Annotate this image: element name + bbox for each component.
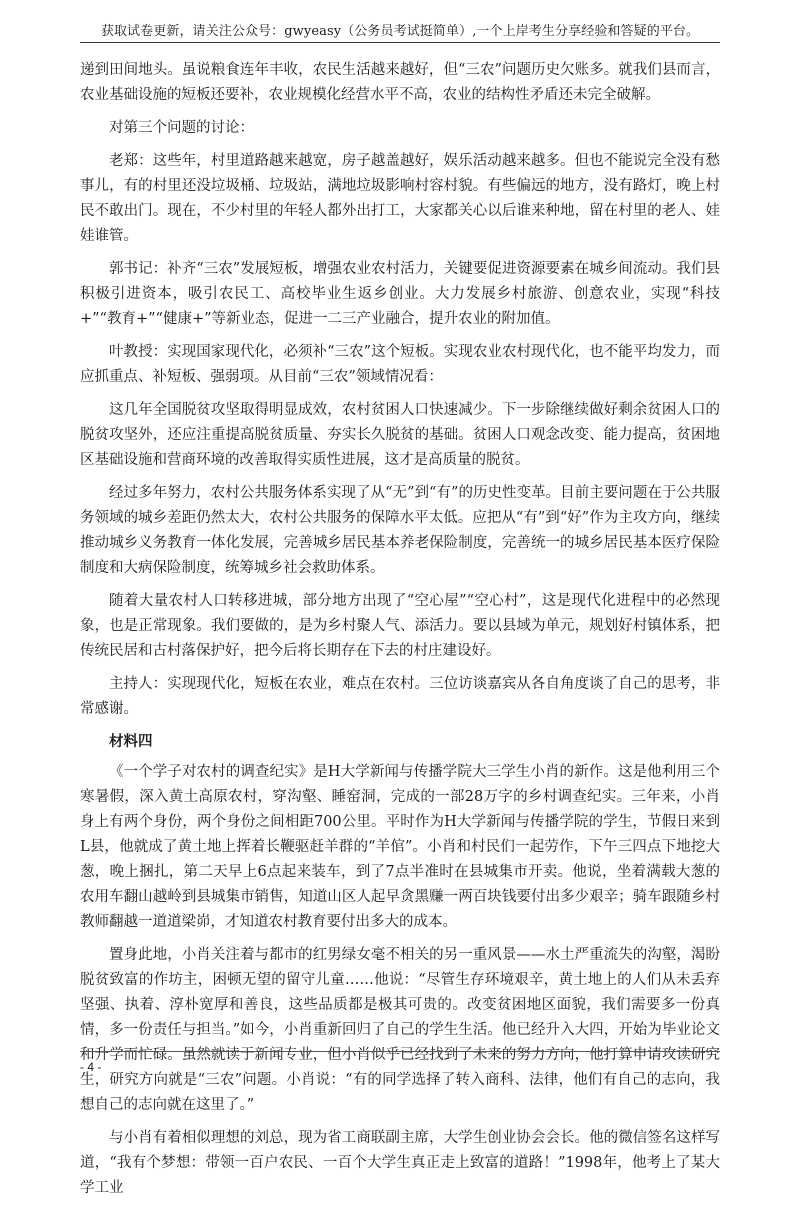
document-body: [80, 58, 720, 1209]
paragraph: 与小肖有着相似理想的刘总，现为省工商联副主席，大学生创业协会会长。他的微信签名这样写道，“我有个梦想：带领一百户农民、一百个大学生真正走上致富的道路！”1998年，他考上了某大学工业: [80, 1130, 720, 1196]
paragraph: 郭书记：补齐“三农”发展短板，增强农业农村活力，关键要促进资源要素在城乡间流动。我们县积极引进资本，吸引农民工、高校毕业生返乡创业。大力发展乡村旅游、创意农业，实现“科技+”“教育+”“健康+”等新业态，促进一二三产业融合，提升农业的附加值。: [80, 261, 720, 327]
paragraph: 置身此地，小肖关注着与都市的红男绿女毫不相关的另一重风景——水土严重流失的沟壑，渴盼脱贫致富的作坊主，困顿无望的留守儿童……他说：“尽管生存环境艰辛，黄土地上的人们从未丢弃坚强、执着、淳朴宽厚和善良，这些品质都是极其可贵的。改变贫困地区面貌，我们需要多一份真情，多一份责任与担当。”如今，小肖重新回归了自己的学生生活。他已经升入大四，开始为毕业论文和升学而忙碌。虽然就读于新闻专业，但小肖似乎已经找到了未来的努力方向，他打算申请攻读研究生，研究方向就是“三农”问题。小肖说：“有的同学选择了转入商科、法律，他们有自己的志向，我想自己的志向就在这里了。”: [80, 947, 720, 1113]
paragraph: 这几年全国脱贫攻坚取得明显成效，农村贫困人口快速减少。下一步除继续做好剩余贫困人口的脱贫攻坚外，还应注重提高脱贫质量、夯实长久脱贫的基础。贫困人口观念改变、能力提高，贫困地区基础设施和营商环境的改善取得实质性进展，这才是高质量的脱贫。: [80, 402, 720, 468]
paragraph: 主持人：实现现代化，短板在农业，难点在农村。三位访谈嘉宾从各自角度谈了自己的思考，非常感谢。: [80, 676, 720, 717]
section-heading: 材料四: [109, 734, 153, 750]
paragraph: 《一个学子对农村的调查纪实》是H大学新闻与传播学院大三学生小肖的新作。这是他利用三个寒暑假，深入黄土高原农村，穿沟壑、睡窑洞，完成的一部28万字的乡村调查纪实。三年来，小肖身上有两个身份，两个身份之间相距700公里。平时作为H大学新闻与传播学院的学生，节假日来到L县，他就成了黄土地上挥着长鞭驱赶羊群的“羊倌”。小肖和村民们一起劳作，下午三四点下地挖大葱，晚上捆扎，第二天早上6点起来装车，到了7点半准时在县城集市开卖。他说，坐着满载大葱的农用车翻山越岭到县城集市销售，知道山区人起早贪黑赚一两百块钱要付出多少艰辛；骑车跟随乡村教师翻越一道道梁峁，才知道农村教育要付出多大的成本。: [80, 764, 720, 930]
footer-divider: [80, 1051, 720, 1052]
paragraph: 叶教授：实现国家现代化，必须补“三农”这个短板。实现农业农村现代化，也不能平均发力，而应抓重点、补短板、强弱项。从目前“三农”领域情况看：: [80, 344, 720, 385]
paragraph: 经过多年努力，农村公共服务体系实现了从“无”到“有”的历史性变革。目前主要问题在于公共服务领域的城乡差距仍然太大，农村公共服务的保障水平太低。应把从“有”到“好”作为主攻方向，继续推动城乡义务教育一体化发展，完善城乡居民基本养老保险制度，完善统一的城乡居民基本医疗保险制度和大病保险制度，统筹城乡社会救助体系。: [80, 485, 720, 576]
paragraph: 对第三个问题的讨论：: [109, 120, 254, 136]
header-notice: 获取试卷更新，请关注公众号：gwyeasy（公务员考试挺简单）,一个上岸考生分享经验和答疑的平台。: [100, 24, 700, 39]
paragraph: 随着大量农村人口转移进城，部分地方出现了“空心屋”“空心村”，这是现代化进程中的必然现象，也是正常现象。我们要做的，是为乡村聚人气、添活力。要以县域为单元，规划好村镇体系，把传统民居和古村落保护好，把今后将长期存在下去的村庄建设好。: [80, 593, 720, 659]
page-number: - 4 -: [80, 1060, 102, 1074]
page-header: [80, 12, 720, 43]
paragraph: 递到田间地头。虽说粮食连年丰收，农民生活越来越好，但“三农”问题历史欠账多。就我们县而言，农业基础设施的短板还要补，农业规模化经营水平不高，农业的结构性矛盾还未完全破解。: [80, 62, 720, 103]
paragraph: 老郑：这些年，村里道路越来越宽，房子越盖越好，娱乐活动越来越多。但也不能说完全没有愁事儿，有的村里还没垃圾桶、垃圾站，满地垃圾影响村容村貌。有些偏远的地方，没有路灯，晚上村民不敢出门。现在，不少村里的年轻人都外出打工，大家都关心以后谁来种地，留在村里的老人、娃娃谁管。: [80, 153, 720, 244]
